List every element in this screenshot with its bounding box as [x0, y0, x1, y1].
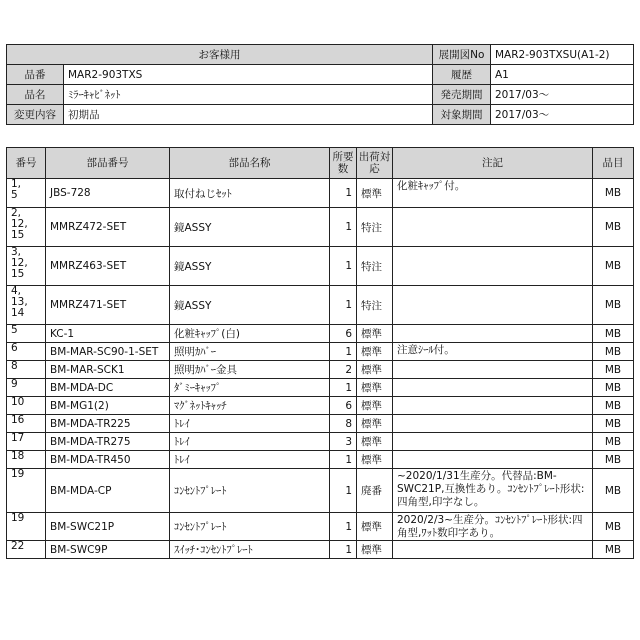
row-part-name: ﾀﾞﾐｰｷｬｯﾌﾟ [170, 379, 330, 397]
row-part-no: MMRZ472-SET [46, 208, 170, 247]
change-value: 初期品 [64, 105, 433, 125]
row-shipping: 標準 [357, 397, 393, 415]
row-qty: 8 [330, 415, 357, 433]
row-part-no: BM-MDA-DC [46, 379, 170, 397]
row-num: 17 [7, 433, 46, 451]
row-part-no: BM-MAR-SCK1 [46, 361, 170, 379]
product-code-value: MAR2-903TXS [64, 65, 433, 85]
row-num: 8 [7, 361, 46, 379]
row-qty: 1 [330, 343, 357, 361]
col-header-shipping: 出荷対応 [357, 148, 393, 179]
table-row [7, 379, 634, 397]
row-note [393, 208, 593, 247]
table-row [7, 415, 634, 433]
change-label: 変更内容 [7, 105, 64, 125]
col-header-note: 注記 [393, 148, 593, 179]
table-row [7, 397, 634, 415]
header-row-change [7, 105, 634, 125]
row-note [393, 247, 593, 286]
row-qty: 1 [330, 541, 357, 559]
row-num: 16 [7, 415, 46, 433]
row-shipping: 標準 [357, 415, 393, 433]
row-part-no: BM-MDA-TR450 [46, 451, 170, 469]
table-row [7, 361, 634, 379]
row-shipping: 標準 [357, 361, 393, 379]
table-row [7, 433, 634, 451]
table-row [7, 513, 634, 541]
row-shipping: 特注 [357, 247, 393, 286]
row-part-no: BM-MDA-TR275 [46, 433, 170, 451]
row-category: MB [593, 469, 634, 513]
row-part-name: ｺﾝｾﾝﾄﾌﾟﾚｰﾄ [170, 513, 330, 541]
row-part-name: 化粧ｷｬｯﾌﾟ(白) [170, 325, 330, 343]
row-part-name: 照明ｶﾊﾞｰ金具 [170, 361, 330, 379]
row-shipping: 特注 [357, 208, 393, 247]
row-shipping: 標準 [357, 379, 393, 397]
row-num: 19 [7, 469, 46, 513]
row-category: MB [593, 379, 634, 397]
row-qty: 1 [330, 379, 357, 397]
history-label: 履歴 [433, 65, 491, 85]
history-value: A1 [491, 65, 634, 85]
row-part-name: 照明ｶﾊﾞｰ [170, 343, 330, 361]
row-note [393, 415, 593, 433]
row-part-no: BM-MG1(2) [46, 397, 170, 415]
row-part-name: ﾏｸﾞﾈｯﾄｷｬｯﾁ [170, 397, 330, 415]
parts-table [6, 147, 634, 559]
row-part-name: ｺﾝｾﾝﾄﾌﾟﾚｰﾄ [170, 469, 330, 513]
row-num: 1, 5 [7, 179, 46, 208]
row-num: 4, 13, 14 [7, 286, 46, 325]
release-label: 発売期間 [433, 85, 491, 105]
row-part-name: 取付ねじｾｯﾄ [170, 179, 330, 208]
row-category: MB [593, 415, 634, 433]
product-name-value: ﾐﾗｰｷｬﾋﾞﾈｯﾄ [64, 85, 433, 105]
table-row [7, 247, 634, 286]
row-qty: 3 [330, 433, 357, 451]
row-note: ~2020/1/31生産分。代替品:BM-SWC21P,互換性あり。ｺﾝｾﾝﾄﾌﾟﾚｰﾄ形状:四角型,印字なし。 [393, 469, 593, 513]
row-shipping: 標準 [357, 433, 393, 451]
row-note: 2020/2/3~生産分。ｺﾝｾﾝﾄﾌﾟﾚｰﾄ形状:四角型,ﾜｯﾄ数印字あり。 [393, 513, 593, 541]
row-category: MB [593, 451, 634, 469]
row-part-no: BM-MAR-SC90-1-SET [46, 343, 170, 361]
row-part-no: KC-1 [46, 325, 170, 343]
row-part-no: MMRZ463-SET [46, 247, 170, 286]
col-header-part-no: 部品番号 [46, 148, 170, 179]
row-part-name: ﾄﾚｲ [170, 451, 330, 469]
row-shipping: 標準 [357, 179, 393, 208]
row-note [393, 361, 593, 379]
row-shipping: 特注 [357, 286, 393, 325]
row-category: MB [593, 513, 634, 541]
row-part-no: BM-SWC9P [46, 541, 170, 559]
row-shipping: 標準 [357, 343, 393, 361]
table-row [7, 451, 634, 469]
row-shipping: 標準 [357, 541, 393, 559]
row-category: MB [593, 208, 634, 247]
diagram-value: MAR2-903TXSU(A1-2) [491, 45, 634, 65]
table-row [7, 541, 634, 559]
row-qty: 1 [330, 451, 357, 469]
row-category: MB [593, 343, 634, 361]
row-note [393, 433, 593, 451]
row-category: MB [593, 541, 634, 559]
col-header-part-name: 部品名称 [170, 148, 330, 179]
row-part-no: BM-MDA-TR225 [46, 415, 170, 433]
row-part-no: BM-SWC21P [46, 513, 170, 541]
row-num: 3, 12, 15 [7, 247, 46, 286]
col-header-qty: 所要数 [330, 148, 357, 179]
header-row-product-name [7, 85, 634, 105]
row-qty: 1 [330, 208, 357, 247]
row-note [393, 325, 593, 343]
product-name-label: 品名 [7, 85, 64, 105]
row-part-no: BM-MDA-CP [46, 469, 170, 513]
row-num: 6 [7, 343, 46, 361]
row-shipping: 標準 [357, 451, 393, 469]
row-qty: 1 [330, 513, 357, 541]
table-row [7, 469, 634, 513]
row-shipping: 標準 [357, 325, 393, 343]
row-qty: 6 [330, 325, 357, 343]
table-row [7, 208, 634, 247]
row-shipping: 廃番 [357, 469, 393, 513]
col-header-category: 品目 [593, 148, 634, 179]
row-num: 18 [7, 451, 46, 469]
row-category: MB [593, 286, 634, 325]
row-qty: 1 [330, 286, 357, 325]
row-num: 5 [7, 325, 46, 343]
parts-table-header [7, 148, 634, 179]
target-label: 対象期間 [433, 105, 491, 125]
row-note [393, 379, 593, 397]
row-qty: 1 [330, 247, 357, 286]
row-note [393, 397, 593, 415]
row-num: 10 [7, 397, 46, 415]
row-part-name: 鏡ASSY [170, 247, 330, 286]
row-note: 注意ｼｰﾙ付。 [393, 343, 593, 361]
product-code-label: 品番 [7, 65, 64, 85]
row-category: MB [593, 179, 634, 208]
target-value: 2017/03～ [491, 105, 634, 125]
row-category: MB [593, 325, 634, 343]
row-note: 化粧ｷｬｯﾌﾟ付。 [393, 179, 593, 208]
row-num: 9 [7, 379, 46, 397]
row-qty: 1 [330, 469, 357, 513]
header-title: お客様用 [7, 45, 433, 65]
row-qty: 2 [330, 361, 357, 379]
row-part-name: ﾄﾚｲ [170, 415, 330, 433]
row-part-name: ﾄﾚｲ [170, 433, 330, 451]
row-part-name: ｽｲｯﾁ･ｺﾝｾﾝﾄﾌﾟﾚｰﾄ [170, 541, 330, 559]
table-row [7, 325, 634, 343]
row-shipping: 標準 [357, 513, 393, 541]
table-row [7, 179, 634, 208]
row-category: MB [593, 361, 634, 379]
row-note [393, 451, 593, 469]
row-part-name: 鏡ASSY [170, 286, 330, 325]
parts-table-body [7, 179, 634, 559]
row-note [393, 286, 593, 325]
row-part-no: JBS-728 [46, 179, 170, 208]
row-note [393, 541, 593, 559]
row-part-name: 鏡ASSY [170, 208, 330, 247]
diagram-label: 展開図No [433, 45, 491, 65]
row-qty: 1 [330, 179, 357, 208]
col-header-num: 番号 [7, 148, 46, 179]
table-row [7, 286, 634, 325]
document-header-table [6, 44, 634, 125]
row-num: 22 [7, 541, 46, 559]
row-qty: 6 [330, 397, 357, 415]
row-category: MB [593, 397, 634, 415]
table-row [7, 343, 634, 361]
header-row-title [7, 45, 634, 65]
row-part-no: MMRZ471-SET [46, 286, 170, 325]
row-category: MB [593, 247, 634, 286]
row-num: 2, 12, 15 [7, 208, 46, 247]
release-value: 2017/03～ [491, 85, 634, 105]
row-num: 19 [7, 513, 46, 541]
header-row-product-code [7, 65, 634, 85]
row-category: MB [593, 433, 634, 451]
